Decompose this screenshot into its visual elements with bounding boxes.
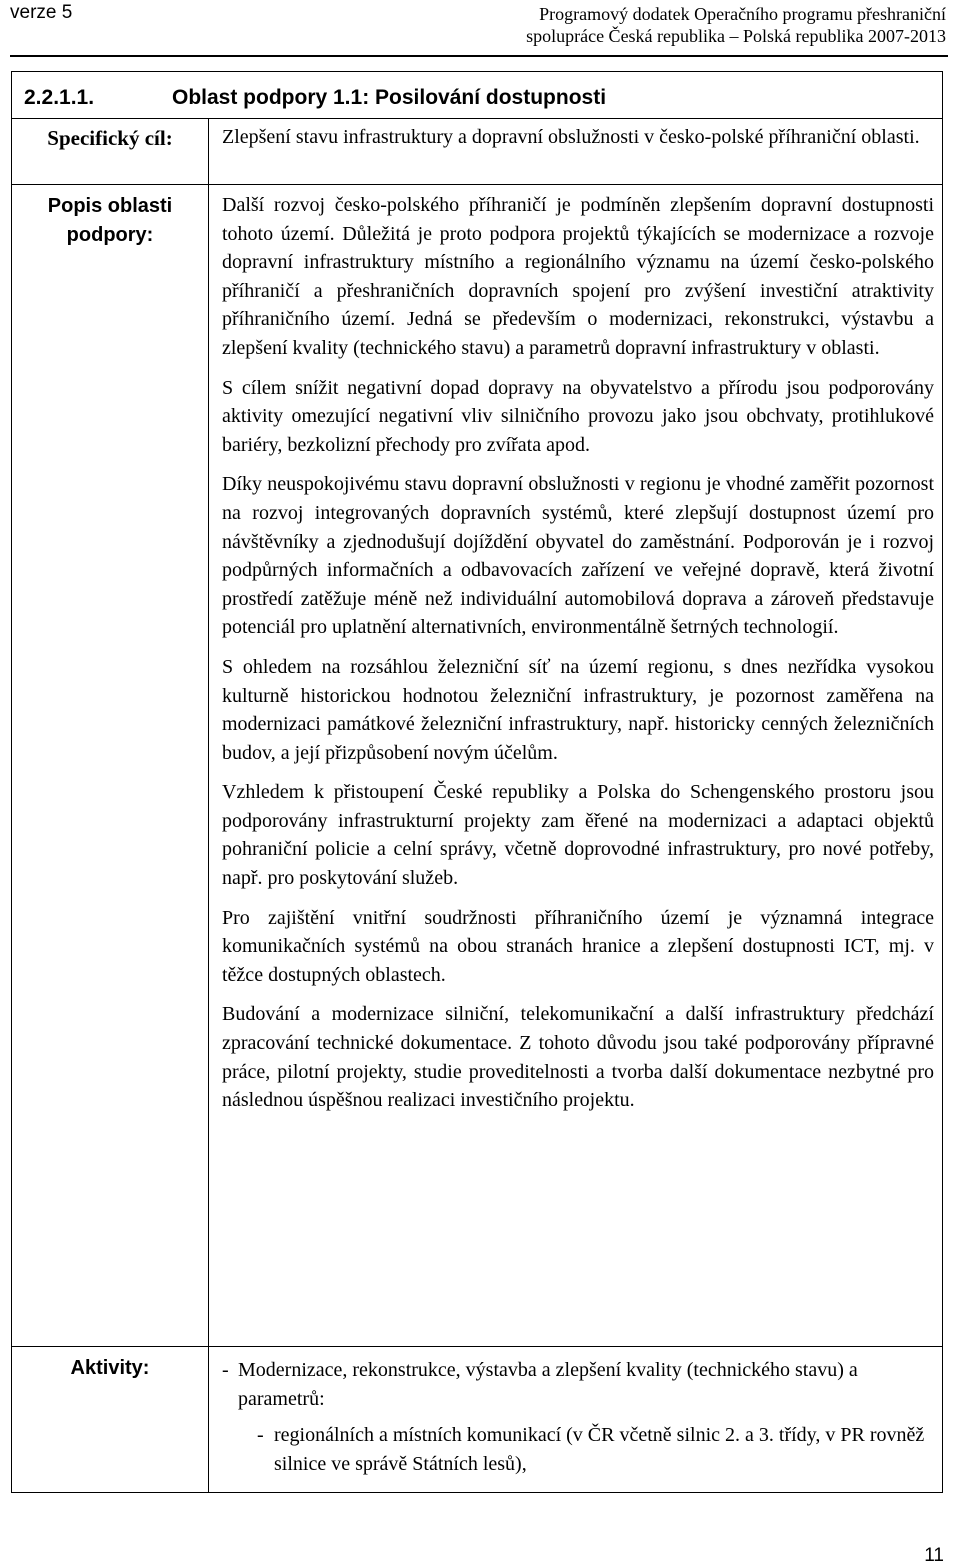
section-number: 2.2.1.1. bbox=[24, 86, 95, 109]
description-paragraph: Díky neuspokojivému stavu dopravní obslužnosti v regionu je vhodné zaměřit pozornost na rozvoj integrovaných dopravních systémů, které zlepšují dostupnost území pro návštěvníky a zjednodušují dojíždění obyvatel do zaměstnání. Podporován je i rozvoj podpůrných informačních a odbavovacích zařízení ve veřejné dopravě, která životní prostředí zatěžuje méně než individuální automobilová doprava a zároveň představuje potenciál pro uplatnění alternativních, environmentálně šetrných technologií. bbox=[222, 473, 934, 639]
description-paragraph: Budování a modernizace silniční, telekomunikační a další infrastruktury předchází zpracování technické dokumentace. Z tohoto důvodu jsou také podporovány přípravné práce, pilotní projekty, studie proveditelnosti a tvorba další dokumentace nezbytné pro následnou úspěšnou realizaci investičního projektu. bbox=[222, 1003, 934, 1112]
activity-item-text: Modernizace, rekonstrukce, výstavba a zlepšení kvality (technického stavu) a parametrů: bbox=[238, 1359, 858, 1410]
header-rule bbox=[10, 55, 948, 57]
specific-goal-text: Zlepšení stavu infrastruktury a dopravní obslužnosti v česko-polské příhraniční oblasti. bbox=[222, 126, 920, 148]
description-label: Popis oblasti podpory: bbox=[47, 195, 173, 246]
activity-item bbox=[222, 1356, 934, 1413]
table-divider-goal bbox=[12, 184, 942, 185]
table-column-divider bbox=[208, 118, 209, 1492]
description-paragraph: S cílem snížit negativní dopad dopravy na obyvatelstvo a přírodu jsou podporovány aktivity omezující negativní vliv silničního provozu jako jsou obchvaty, protihlukové bariéry, bezkolizní přechody pro zvířata apod. bbox=[222, 376, 934, 456]
list-dash: - bbox=[257, 1424, 264, 1447]
section-title: Oblast podpory 1.1: Posilování dostupnosti bbox=[172, 86, 607, 109]
list-dash: - bbox=[222, 1359, 229, 1381]
table-divider-activities bbox=[12, 1346, 942, 1347]
support-area-table bbox=[11, 71, 943, 1493]
description-paragraph: Další rozvoj česko-polského příhraničí je podmíněn zlepšením dopravní dostupnosti tohoto území. Důležitá je proto podpora projektů týkajících se modernizace a rozvoje dopravní infrastruktury místního a regionálního významu na území česko-polského příhraničí a přeshraničních dopravních spojení pro zvýšení investiční atraktivity příhraničního území. Jedná se především o modernizaci, rekonstrukci, výstavbu a zlepšení kvality (technického stavu) a parametrů dopravní infrastruktury v oblasti. bbox=[222, 194, 934, 359]
section-heading bbox=[24, 86, 606, 110]
document-header-title bbox=[406, 3, 946, 47]
activity-subitem bbox=[222, 1421, 934, 1478]
specific-goal-label: Specifický cíl: bbox=[47, 126, 173, 150]
description-paragraph: Pro zajištění vnitřní soudržnosti příhraničního území je významná integrace komunikačních systémů na obou stranách hranice a zlepšení dostupnosti ICT, mj. v těžce dostupných oblastech. bbox=[222, 906, 934, 986]
activity-subitem-text: regionálních a místních komunikací (v ČR včetně silnic 2. a 3. třídy, v PR rovněž silnice ve správě Státních lesů), bbox=[274, 1424, 925, 1475]
activities-list bbox=[222, 1356, 934, 1478]
header-title-line-2: spolupráce Česká republika – Polská republika 2007-2013 bbox=[526, 26, 946, 46]
activities-label: Aktivity: bbox=[70, 1357, 150, 1379]
version-label: verze 5 bbox=[10, 2, 73, 23]
description-paragraph: S ohledem na rozsáhlou železniční síť na území regionu, s dnes nezřídka vysokou kulturně historickou hodnotou železniční infrastruktury, je pozornost zaměřena na modernizaci památkové železniční infrastruktury, např. historicky cenných železničních budov, a její přizpůsobení novým účelům. bbox=[222, 655, 934, 764]
page-number: 11 bbox=[924, 1545, 944, 1566]
table-divider-top bbox=[12, 118, 942, 119]
header-title-line-1: Programový dodatek Operačního programu přeshraniční bbox=[539, 4, 946, 24]
description-paragraph: Vzhledem k přistoupení České republiky a Polska do Schengenského prostoru jsou podporovány infrastrukturní projekty zam ěřené na modernizaci a adaptaci objektů pohraniční policie a celní správy, včetně doprovodné infrastruktury, pro nové potřeby, např. pro poskytování služeb. bbox=[222, 781, 934, 890]
description-text bbox=[222, 191, 934, 1126]
